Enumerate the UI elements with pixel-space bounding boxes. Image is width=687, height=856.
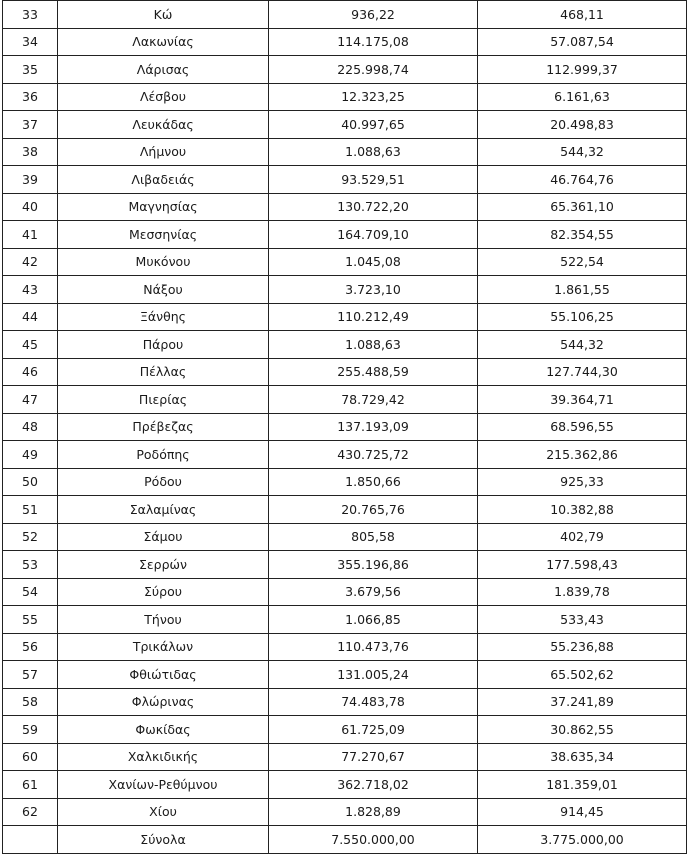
amount-cell: 225.998,74 bbox=[269, 56, 478, 84]
region-name-cell: Ροδόπης bbox=[58, 441, 269, 469]
amount-cell: 20.765,76 bbox=[269, 496, 478, 524]
table-row bbox=[3, 606, 687, 634]
region-name-cell: Λιβαδειάς bbox=[58, 166, 269, 194]
table-row bbox=[3, 413, 687, 441]
row-number-cell: 52 bbox=[3, 523, 58, 551]
half-amount-cell: 65.361,10 bbox=[478, 193, 687, 221]
row-number-cell: 47 bbox=[3, 386, 58, 414]
table-row bbox=[3, 551, 687, 579]
row-number-cell: 36 bbox=[3, 83, 58, 111]
table-row bbox=[3, 56, 687, 84]
half-amount-cell: 39.364,71 bbox=[478, 386, 687, 414]
amount-cell: 137.193,09 bbox=[269, 413, 478, 441]
half-amount-cell: 533,43 bbox=[478, 606, 687, 634]
table-row bbox=[3, 523, 687, 551]
table-row bbox=[3, 468, 687, 496]
half-amount-cell: 37.241,89 bbox=[478, 688, 687, 716]
row-number-cell: 43 bbox=[3, 276, 58, 304]
half-amount-cell: 55.106,25 bbox=[478, 303, 687, 331]
allocation-table bbox=[2, 0, 687, 854]
half-amount-cell: 10.382,88 bbox=[478, 496, 687, 524]
region-name-cell: Πιερίας bbox=[58, 386, 269, 414]
half-amount-cell: 1.861,55 bbox=[478, 276, 687, 304]
amount-cell: 78.729,42 bbox=[269, 386, 478, 414]
region-name-cell: Μυκόνου bbox=[58, 248, 269, 276]
half-amount-cell: 1.839,78 bbox=[478, 578, 687, 606]
table-row bbox=[3, 633, 687, 661]
table-row bbox=[3, 138, 687, 166]
amount-cell: 1.066,85 bbox=[269, 606, 478, 634]
table-body bbox=[3, 1, 687, 854]
region-name-cell: Πάρου bbox=[58, 331, 269, 359]
row-number-cell: 57 bbox=[3, 661, 58, 689]
table-row bbox=[3, 1, 687, 29]
row-number-cell: 55 bbox=[3, 606, 58, 634]
half-amount-cell: 65.502,62 bbox=[478, 661, 687, 689]
table-row bbox=[3, 661, 687, 689]
half-amount-cell: 177.598,43 bbox=[478, 551, 687, 579]
region-name-cell: Πρέβεζας bbox=[58, 413, 269, 441]
half-amount-cell: 82.354,55 bbox=[478, 221, 687, 249]
half-amount-cell: 181.359,01 bbox=[478, 771, 687, 799]
row-number-cell: 51 bbox=[3, 496, 58, 524]
table-row bbox=[3, 358, 687, 386]
region-name-cell: Πέλλας bbox=[58, 358, 269, 386]
row-number-cell: 53 bbox=[3, 551, 58, 579]
half-amount-cell: 68.596,55 bbox=[478, 413, 687, 441]
table-row bbox=[3, 193, 687, 221]
totals-half-amount-cell: 3.775.000,00 bbox=[478, 826, 687, 854]
amount-cell: 355.196,86 bbox=[269, 551, 478, 579]
row-number-cell: 56 bbox=[3, 633, 58, 661]
amount-cell: 1.045,08 bbox=[269, 248, 478, 276]
row-number-cell: 60 bbox=[3, 743, 58, 771]
amount-cell: 93.529,51 bbox=[269, 166, 478, 194]
region-name-cell: Τρικάλων bbox=[58, 633, 269, 661]
row-number-cell: 38 bbox=[3, 138, 58, 166]
table-row bbox=[3, 83, 687, 111]
row-number-cell: 39 bbox=[3, 166, 58, 194]
region-name-cell: Λάρισας bbox=[58, 56, 269, 84]
amount-cell: 131.005,24 bbox=[269, 661, 478, 689]
row-number-cell: 62 bbox=[3, 798, 58, 826]
row-number-cell: 54 bbox=[3, 578, 58, 606]
table-row bbox=[3, 221, 687, 249]
table-row bbox=[3, 441, 687, 469]
totals-row-number-cell bbox=[3, 826, 58, 854]
half-amount-cell: 6.161,63 bbox=[478, 83, 687, 111]
table-row bbox=[3, 248, 687, 276]
half-amount-cell: 112.999,37 bbox=[478, 56, 687, 84]
half-amount-cell: 544,32 bbox=[478, 331, 687, 359]
row-number-cell: 41 bbox=[3, 221, 58, 249]
row-number-cell: 40 bbox=[3, 193, 58, 221]
amount-cell: 74.483,78 bbox=[269, 688, 478, 716]
table-row bbox=[3, 276, 687, 304]
table-row bbox=[3, 331, 687, 359]
table-row bbox=[3, 716, 687, 744]
region-name-cell: Σύρου bbox=[58, 578, 269, 606]
table-row bbox=[3, 688, 687, 716]
table-row bbox=[3, 578, 687, 606]
region-name-cell: Τήνου bbox=[58, 606, 269, 634]
region-name-cell: Χίου bbox=[58, 798, 269, 826]
region-name-cell: Λέσβου bbox=[58, 83, 269, 111]
region-name-cell: Φθιώτιδας bbox=[58, 661, 269, 689]
amount-cell: 164.709,10 bbox=[269, 221, 478, 249]
amount-cell: 110.473,76 bbox=[269, 633, 478, 661]
amount-cell: 3.679,56 bbox=[269, 578, 478, 606]
amount-cell: 130.722,20 bbox=[269, 193, 478, 221]
region-name-cell: Μαγνησίας bbox=[58, 193, 269, 221]
amount-cell: 1.828,89 bbox=[269, 798, 478, 826]
table-row bbox=[3, 798, 687, 826]
table-row bbox=[3, 771, 687, 799]
amount-cell: 255.488,59 bbox=[269, 358, 478, 386]
table-row bbox=[3, 386, 687, 414]
half-amount-cell: 46.764,76 bbox=[478, 166, 687, 194]
half-amount-cell: 215.362,86 bbox=[478, 441, 687, 469]
row-number-cell: 33 bbox=[3, 1, 58, 29]
region-name-cell: Μεσσηνίας bbox=[58, 221, 269, 249]
region-name-cell: Λήμνου bbox=[58, 138, 269, 166]
amount-cell: 12.323,25 bbox=[269, 83, 478, 111]
row-number-cell: 37 bbox=[3, 111, 58, 139]
region-name-cell: Ξάνθης bbox=[58, 303, 269, 331]
row-number-cell: 58 bbox=[3, 688, 58, 716]
half-amount-cell: 914,45 bbox=[478, 798, 687, 826]
amount-cell: 61.725,09 bbox=[269, 716, 478, 744]
half-amount-cell: 544,32 bbox=[478, 138, 687, 166]
table-row bbox=[3, 111, 687, 139]
half-amount-cell: 55.236,88 bbox=[478, 633, 687, 661]
half-amount-cell: 402,79 bbox=[478, 523, 687, 551]
region-name-cell: Λακωνίας bbox=[58, 28, 269, 56]
row-number-cell: 45 bbox=[3, 331, 58, 359]
row-number-cell: 59 bbox=[3, 716, 58, 744]
table-row bbox=[3, 496, 687, 524]
region-name-cell: Φλώρινας bbox=[58, 688, 269, 716]
totals-row bbox=[3, 826, 687, 854]
amount-cell: 1.088,63 bbox=[269, 138, 478, 166]
amount-cell: 362.718,02 bbox=[269, 771, 478, 799]
region-name-cell: Φωκίδας bbox=[58, 716, 269, 744]
amount-cell: 936,22 bbox=[269, 1, 478, 29]
region-name-cell: Σάμου bbox=[58, 523, 269, 551]
amount-cell: 805,58 bbox=[269, 523, 478, 551]
row-number-cell: 61 bbox=[3, 771, 58, 799]
region-name-cell: Σαλαμίνας bbox=[58, 496, 269, 524]
half-amount-cell: 57.087,54 bbox=[478, 28, 687, 56]
totals-region-name-cell: Σύνολα bbox=[58, 826, 269, 854]
amount-cell: 430.725,72 bbox=[269, 441, 478, 469]
half-amount-cell: 30.862,55 bbox=[478, 716, 687, 744]
table-row bbox=[3, 303, 687, 331]
region-name-cell: Χανίων-Ρεθύμνου bbox=[58, 771, 269, 799]
amount-cell: 114.175,08 bbox=[269, 28, 478, 56]
totals-amount-cell: 7.550.000,00 bbox=[269, 826, 478, 854]
region-name-cell: Κώ bbox=[58, 1, 269, 29]
amount-cell: 40.997,65 bbox=[269, 111, 478, 139]
region-name-cell: Σερρών bbox=[58, 551, 269, 579]
table-row bbox=[3, 28, 687, 56]
table-row bbox=[3, 166, 687, 194]
half-amount-cell: 522,54 bbox=[478, 248, 687, 276]
half-amount-cell: 127.744,30 bbox=[478, 358, 687, 386]
row-number-cell: 44 bbox=[3, 303, 58, 331]
region-name-cell: Λευκάδας bbox=[58, 111, 269, 139]
amount-cell: 1.088,63 bbox=[269, 331, 478, 359]
half-amount-cell: 38.635,34 bbox=[478, 743, 687, 771]
row-number-cell: 42 bbox=[3, 248, 58, 276]
table-row bbox=[3, 743, 687, 771]
region-name-cell: Χαλκιδικής bbox=[58, 743, 269, 771]
amount-cell: 3.723,10 bbox=[269, 276, 478, 304]
row-number-cell: 50 bbox=[3, 468, 58, 496]
row-number-cell: 49 bbox=[3, 441, 58, 469]
row-number-cell: 35 bbox=[3, 56, 58, 84]
region-name-cell: Νάξου bbox=[58, 276, 269, 304]
half-amount-cell: 925,33 bbox=[478, 468, 687, 496]
amount-cell: 77.270,67 bbox=[269, 743, 478, 771]
half-amount-cell: 468,11 bbox=[478, 1, 687, 29]
row-number-cell: 48 bbox=[3, 413, 58, 441]
amount-cell: 1.850,66 bbox=[269, 468, 478, 496]
half-amount-cell: 20.498,83 bbox=[478, 111, 687, 139]
region-name-cell: Ρόδου bbox=[58, 468, 269, 496]
row-number-cell: 34 bbox=[3, 28, 58, 56]
amount-cell: 110.212,49 bbox=[269, 303, 478, 331]
row-number-cell: 46 bbox=[3, 358, 58, 386]
